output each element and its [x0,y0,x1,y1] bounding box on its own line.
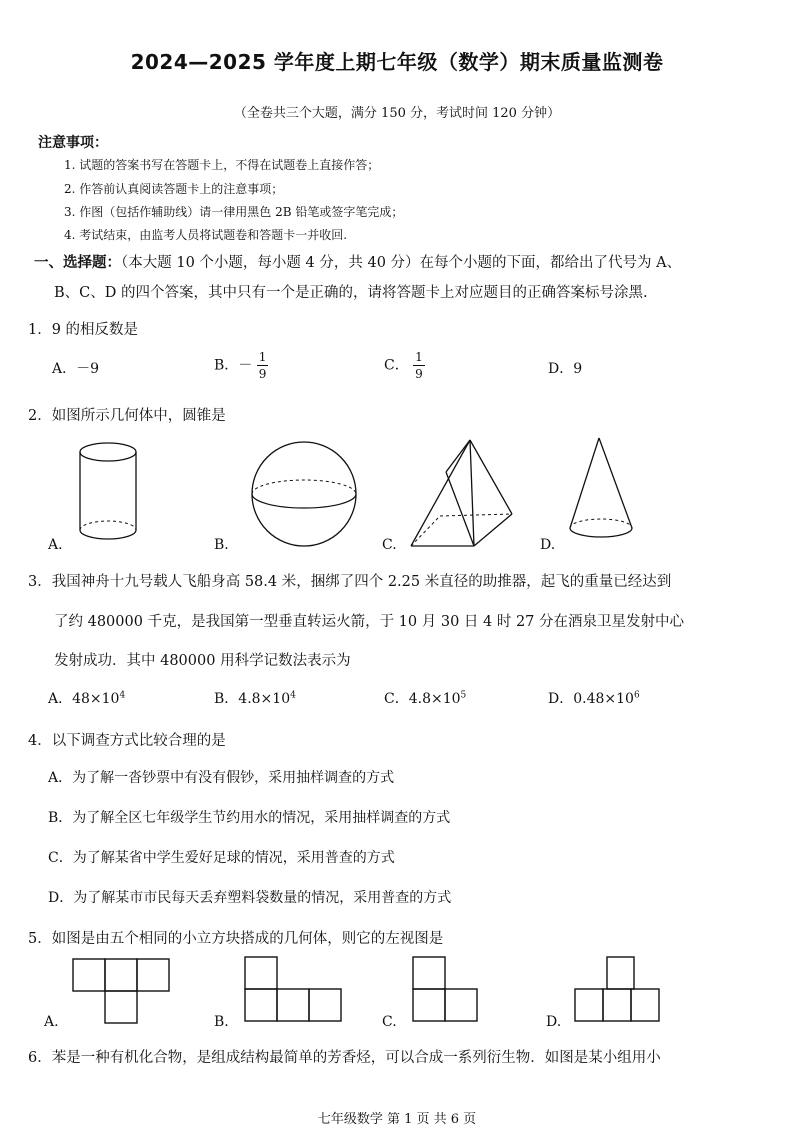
notice-item: 3. 作图（包括作辅助线）请一律用黑色 2B 铅笔或签字笔完成； [64,205,404,219]
q3-option-b [214,688,296,708]
page-title: 2024—2025 学年度上期七年级（数学）期末质量监测卷 [130,50,664,74]
q1-option-c-label: C． [384,357,409,374]
section-heading [34,251,681,272]
question-6-line1: 6．苯是一种有机化合物，是组成结构最简单的芳香烃，可以合成一系列衍生物．如图是某小组用小 [28,1050,661,1066]
view-a-figure [72,958,172,1028]
q3-option-d-base: D．0.48×10 [548,691,634,707]
page-footer: 七年级数学 第 1 页 共 6 页 [317,1112,477,1127]
view-c-figure [412,956,492,1026]
question-4-stem: 4．以下调查方式比较合理的是 [28,733,226,749]
section-title: 一、选择题： [34,255,121,271]
notice-item: 1. 试题的答案书写在答题卡上，不得在试题卷上直接作答； [64,158,380,172]
prism-figure [400,436,530,556]
q1-option-d: D．9 [548,361,583,377]
q2-option-d: D. [540,537,556,553]
q4-option-d: D．为了解某市市民每天丢弃塑料袋数量的情况，采用普查的方式 [48,890,452,906]
q4-option-a: A．为了解一沓钞票中有没有假钞，采用抽样调查的方式 [48,770,395,786]
q1-option-c [384,349,425,382]
cone-figure [560,434,650,554]
q4-option-b: B．为了解全区七年级学生节约用水的情况，采用抽样调查的方式 [48,810,451,826]
view-d-figure [574,956,674,1026]
question-3-line3: 发射成功．其中 480000 用科学记数法表示为 [54,653,351,669]
q3-option-b-exp: 4 [290,690,296,701]
q3-option-a [48,688,125,708]
q3-option-d [548,688,640,708]
question-3-line1: 3．我国神舟十九号载人飞船身高 58.4 米，捆绑了四个 2.25 米直径的助推器，起飞的重量已经达到 [28,574,672,590]
notice-heading: 注意事项： [38,135,108,151]
question-2-stem: 2．如图所示几何体中，圆锥是 [28,408,226,424]
question-1-stem: 1．9 的相反数是 [28,322,139,338]
view-b-figure [244,956,344,1026]
q1-option-b-label: B．－ [214,357,253,374]
q4-option-c: C．为了解某省中学生爱好足球的情况，采用普查的方式 [48,850,395,866]
q1-option-b-fraction [257,349,269,382]
question-3-line2: 了约 480000 千克，是我国第一型垂直转运火箭，于 10 月 30 日 4 时 27 分在酒泉卫星发射中心 [54,614,685,630]
q3-option-a-base: A．48×10 [48,691,120,707]
q3-option-c-exp: 5 [460,690,467,701]
q5-option-d: D. [546,1014,562,1030]
q2-option-b: B. [214,537,229,553]
q3-option-c [384,688,466,708]
q2-option-c: C. [382,537,397,553]
q3-option-c-base: C．4.8×10 [384,691,461,707]
sphere-figure [246,440,366,550]
section-instruction: （本大题 10 个小题，每小题 4 分，共 40 分）在每个小题的下面，都给出了代号为 A、 [121,255,682,271]
q3-option-b-base: B．4.8×10 [214,691,291,707]
cylinder-figure [70,440,150,550]
q5-option-c: C. [382,1014,397,1030]
notice-item: 2. 作答前认真阅读答题卡上的注意事项； [64,182,284,196]
numerator: 1 [258,350,267,364]
q1-option-b [214,349,268,382]
question-5-stem: 5．如图是由五个相同的小立方块搭成的几何体，则它的左视图是 [28,931,444,947]
notice-item: 4. 考试结束，由监考人员将试题卷和答题卡一并收回. [64,228,348,242]
denominator: 9 [258,367,267,381]
q5-option-b: B. [214,1014,229,1030]
denominator: 9 [415,367,423,381]
q1-option-a: A．－9 [52,361,100,377]
q3-option-a-exp: 4 [119,690,126,701]
exam-info: （全卷共三个大题，满分 150 分，考试时间 120 分钟） [233,106,561,121]
q5-option-a: A. [44,1014,59,1030]
q3-option-d-exp: 6 [633,690,640,701]
numerator: 1 [415,350,423,364]
q2-option-a: A. [48,537,63,553]
q1-option-c-fraction [413,349,425,382]
section-instruction-2: B、C、D 的四个答案，其中只有一个是正确的，请将答题卡上对应题目的正确答案标号涂黑. [54,285,648,301]
